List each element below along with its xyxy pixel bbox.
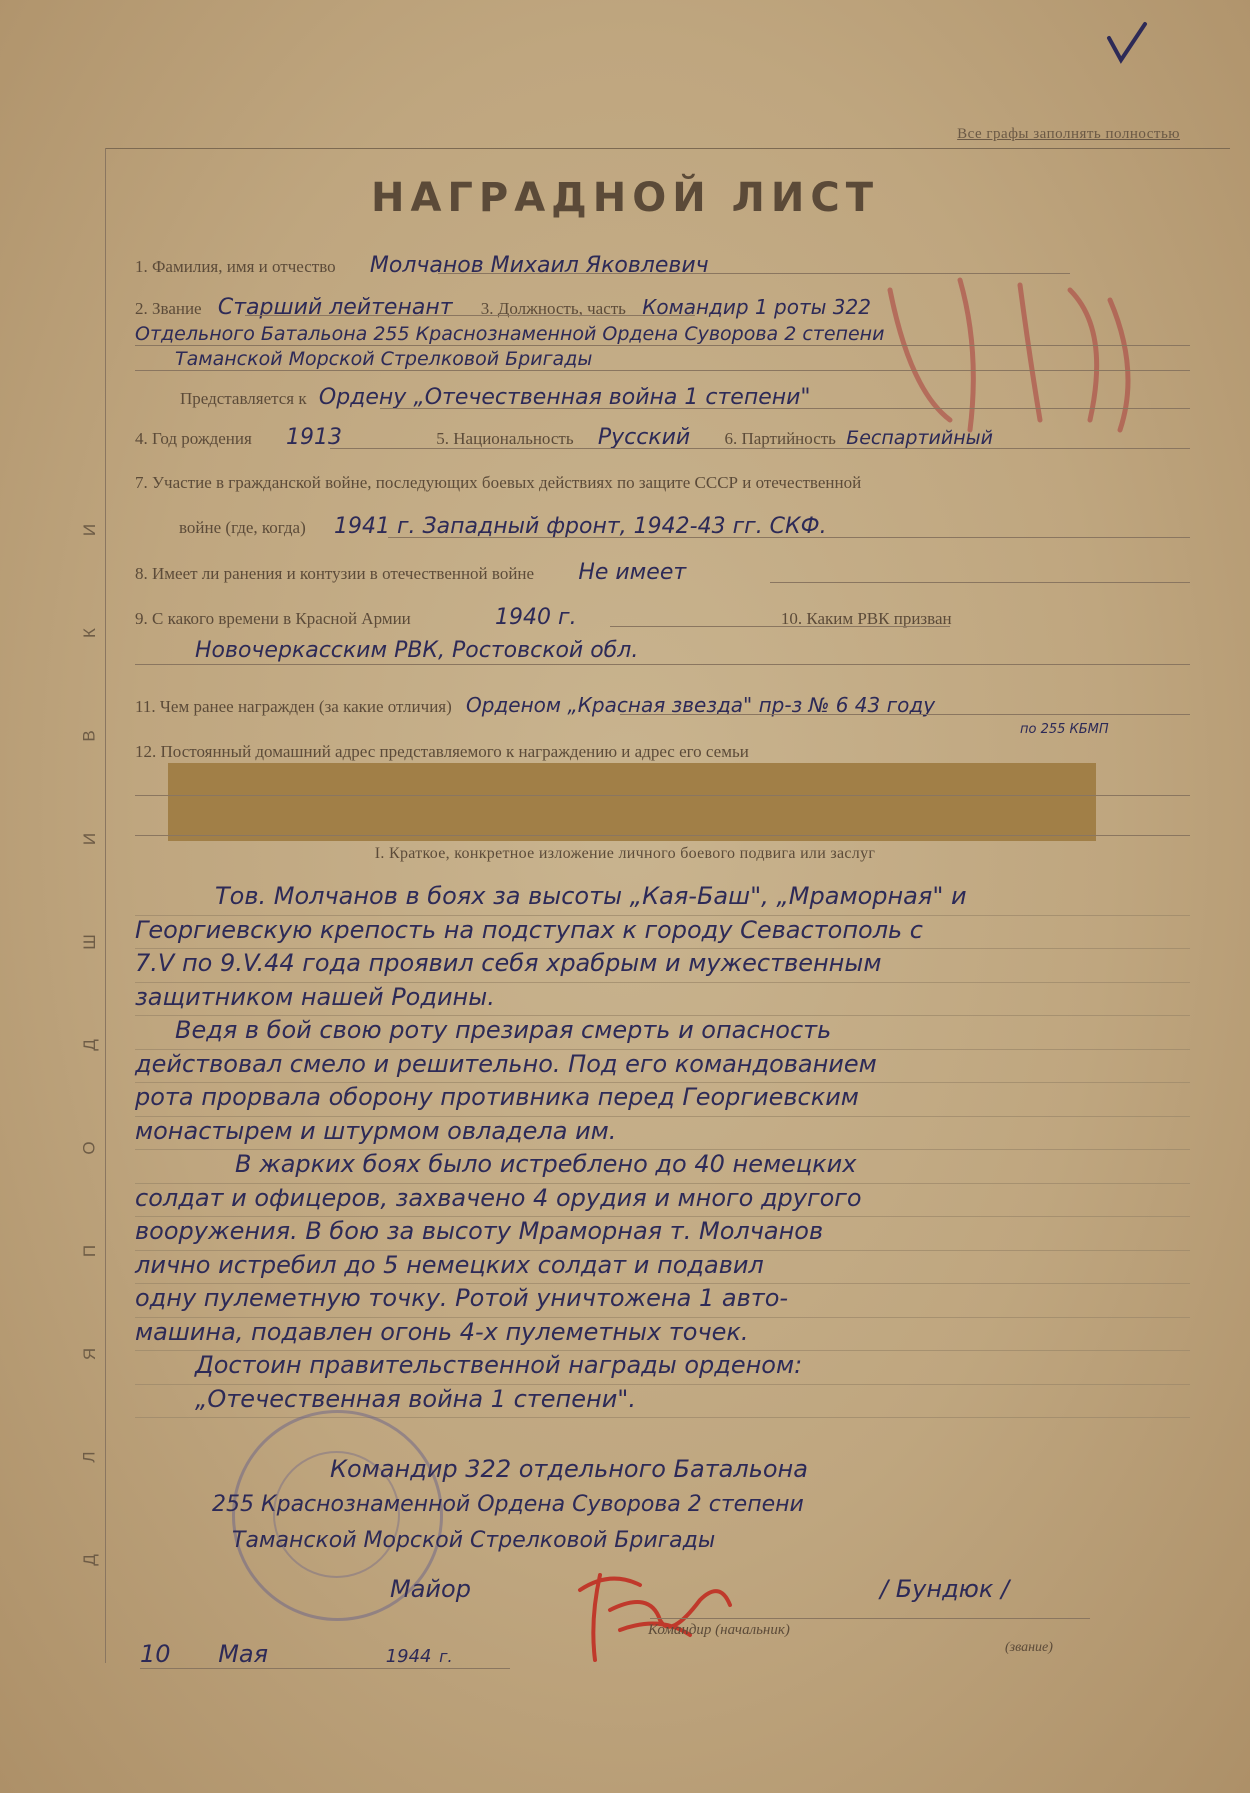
side-letter: П <box>80 1244 99 1258</box>
date-year: 1944 <box>385 1646 432 1667</box>
date-underline <box>140 1668 510 1669</box>
merit-narrative <box>135 880 1195 1416</box>
field-3-value-cont-2: Таманской Морской Стрелковой Бригады <box>175 348 593 370</box>
side-letter: И <box>80 832 99 846</box>
signature-line-2: 255 Краснознаменной Ордена Суворова 2 степени <box>212 1492 804 1517</box>
red-signature <box>570 1560 740 1670</box>
field-5-label: 5. Национальность <box>436 429 574 448</box>
narrative-line: вооружения. В бою за высоту Мраморная т. Молчанов <box>135 1217 824 1245</box>
commander-label: Командир (начальник) <box>648 1622 790 1638</box>
field-12-label: 12. Постоянный домашний адрес представляемого к награждению и адрес его семьи <box>135 742 749 761</box>
field-7-underline <box>388 537 1190 538</box>
rank-label: (звание) <box>1005 1640 1053 1655</box>
field-8-underline <box>770 582 1190 583</box>
field-3-cont-underline-2 <box>135 370 1190 371</box>
field-4-value: 1913 <box>286 425 343 450</box>
signature-line-3: Таманской Морской Стрелковой Бригады <box>232 1528 716 1553</box>
award-label: Представляется к <box>180 389 307 408</box>
field-9-value: 1940 г. <box>495 605 577 630</box>
field-11-value: Орденом „Красная звезда" пр-з № 6 43 году <box>466 693 936 717</box>
field-3-label: 3. Должность, часть <box>480 299 626 318</box>
field-row-10-value <box>135 638 1190 663</box>
document-date <box>140 1640 453 1668</box>
field-3-cont-row-2 <box>135 348 1190 370</box>
field-10-label: 10. Каким РВК призван <box>780 609 952 628</box>
side-letter: Д <box>79 1039 99 1051</box>
redacted-address-block <box>168 763 1096 841</box>
ruled-line <box>135 1417 1190 1418</box>
field-5-value: Русский <box>597 425 691 450</box>
award-underline <box>380 408 1190 409</box>
side-letter: В <box>80 730 99 742</box>
side-letter: Д <box>79 1554 99 1566</box>
field-2-value: Старший лейтенант <box>217 295 453 320</box>
field-row-7a <box>135 473 1190 493</box>
field-7-label-b: войне (где, когда) <box>179 518 306 537</box>
field-6-value: Беспартийный <box>846 427 994 449</box>
side-vertical-text <box>70 520 110 1570</box>
field-8-value: Не имеет <box>578 560 687 585</box>
field-2-label: 2. Звание <box>135 299 202 318</box>
narrative-line: Достоин правительственной награды орденом: <box>195 1351 803 1379</box>
side-letter: Ш <box>80 934 99 950</box>
field-2-underline <box>245 315 695 316</box>
fill-all-fields-note: Все графы заполнять полностью <box>957 126 1180 142</box>
narrative-line: защитником нашей Родины. <box>135 982 495 1011</box>
date-day: 10 <box>140 1640 171 1668</box>
field-11-note-row <box>1020 718 1109 738</box>
side-letter: И <box>80 523 99 537</box>
field-3-cont-underline-1 <box>135 345 1190 346</box>
narrative-line: лично истребил до 5 немецких солдат и подавил <box>135 1250 764 1279</box>
checkmark-icon <box>1105 20 1150 65</box>
field-11-note: по 255 КБМП <box>1020 722 1109 737</box>
signatory-rank: Майор <box>390 1575 471 1603</box>
side-letter: К <box>80 628 99 638</box>
narrative-line: Тов. Молчанов в боях за высоты „Кая-Баш", „Мраморная" и <box>215 882 967 910</box>
field-1-label: 1. Фамилия, имя и отчество <box>135 257 336 276</box>
field-11-underline <box>620 714 1190 715</box>
narrative-line: „Отечественная война 1 степени". <box>195 1384 636 1413</box>
field-10-value: Новочеркасским РВК, Ростовской обл. <box>195 638 639 663</box>
field-6-label: 6. Партийность <box>724 429 836 448</box>
field-1-value: Молчанов Михаил Яковлевич <box>369 253 709 278</box>
field-12-underline-2 <box>135 835 1190 836</box>
field-9-underline <box>610 626 950 627</box>
narrative-line: машина, подавлен огонь 4-х пулеметных точек. <box>135 1317 749 1346</box>
top-rule <box>105 148 1230 150</box>
field-7-label-a: 7. Участие в гражданской войне, последующих боевых действиях по защите СССР и отечественной <box>135 473 862 492</box>
date-suffix: г. <box>439 1647 453 1666</box>
date-month: Мая <box>218 1640 269 1668</box>
side-letter: О <box>79 1141 99 1155</box>
field-3-value: Командир 1 роты 322 <box>642 295 871 319</box>
narrative-line: Георгиевскую крепость на подступах к городу Севастополь с <box>135 915 924 944</box>
document-title: НАГРАДНОЙ ЛИСТ <box>370 175 880 221</box>
signature-line-1: Командир 322 отдельного Батальона <box>330 1455 808 1483</box>
side-letter: Л <box>80 1451 99 1463</box>
award-row <box>135 385 1190 410</box>
field-8-label: 8. Имеет ли ранения и контузии в отечественной войне <box>135 564 535 583</box>
narrative-line: Ведя в бой свою роту презирая смерть и опасность <box>175 1016 832 1044</box>
narrative-line: солдат и офицеров, захвачено 4 орудия и много другого <box>135 1183 862 1212</box>
field-4-label: 4. Год рождения <box>135 429 252 448</box>
field-row-4 <box>135 425 1190 450</box>
narrative-line: 7.V по 9.V.44 года проявил себя храбрым и мужественным <box>135 949 882 977</box>
field-3-value-cont-1: Отдельного Батальона 255 Краснознаменной Ордена Суворова 2 степени <box>135 323 885 345</box>
field-9-label: 9. С какого времени в Красной Армии <box>135 609 411 628</box>
field-row-2 <box>135 295 1190 320</box>
narrative-line: монастырем и штурмом овладела им. <box>135 1116 617 1145</box>
field-3-cont-row-1 <box>135 323 1190 345</box>
field-1-underline <box>438 273 1070 274</box>
field-row-1 <box>135 253 1190 278</box>
field-row-12 <box>135 742 1190 762</box>
signatory-name: / Бундюк / <box>880 1575 1010 1603</box>
field-10-underline <box>135 664 1190 665</box>
side-letter: Я <box>80 1347 99 1361</box>
field-7-value: 1941 г. Западный фронт, 1942-43 гг. СКФ. <box>334 514 827 539</box>
signature-underline <box>650 1618 1090 1619</box>
narrative-line: рота прорвала оборону противника перед Георгиевским <box>135 1083 859 1111</box>
section-heading: I. Краткое, конкретное изложение личного боевого подвига или заслуг <box>374 845 876 862</box>
narrative-line: одну пулеметную точку. Ротой уничтожена 1 авто- <box>135 1284 789 1312</box>
award-value: Ордену „Отечественная война 1 степени" <box>318 385 811 410</box>
field-11-label: 11. Чем ранее награжден (за какие отличия) <box>135 697 452 716</box>
narrative-line: В жарких боях было истреблено до 40 немецких <box>235 1150 857 1178</box>
field-4-6-underline <box>330 448 1190 449</box>
field-row-7b <box>135 514 1190 539</box>
field-12-underline-1 <box>135 795 1190 796</box>
narrative-line: действовал смело и решительно. Под его командованием <box>135 1049 877 1078</box>
